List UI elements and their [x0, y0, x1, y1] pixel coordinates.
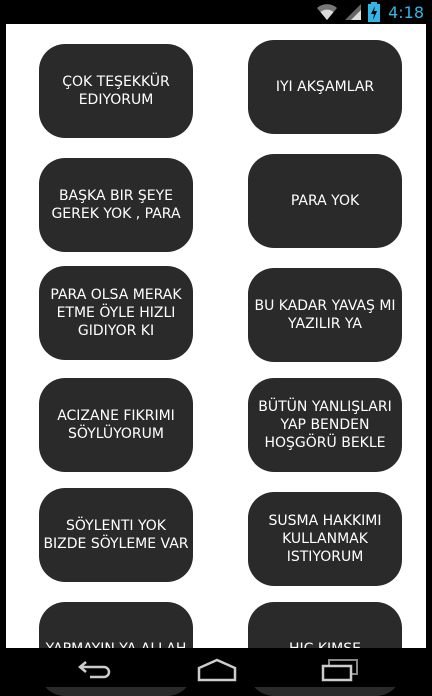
signal-icon — [344, 3, 362, 21]
phrase-button-6[interactable]: BU KADAR YAVAŞ MI YAZILIR YA — [248, 268, 402, 362]
button-grid — [6, 24, 426, 648]
clock: 4:18 — [388, 2, 424, 22]
status-bar — [0, 0, 432, 24]
navigation-bar — [0, 648, 432, 687]
recent-apps-icon[interactable] — [320, 658, 360, 682]
battery-charging-icon — [368, 2, 380, 22]
phrase-button-10[interactable]: SUSMA HAKKIMI KULLANMAK ISTIYORUM — [248, 492, 402, 586]
phrase-button-8[interactable]: BÜTÜN YANLIŞLARI YAP BENDEN HOŞGÖRÜ BEKLE — [248, 378, 402, 472]
back-icon[interactable] — [76, 658, 114, 680]
wifi-icon — [316, 3, 338, 21]
phrase-button-2[interactable]: IYI AKŞAMLAR — [248, 40, 402, 134]
phrase-button-3[interactable]: BAŞKA BIR ŞEYE GEREK YOK , PARA — [39, 158, 193, 252]
phrase-button-4[interactable]: PARA YOK — [248, 154, 402, 248]
phrase-button-1[interactable]: ÇOK TEŞEKKÜR EDIYORUM — [39, 44, 193, 138]
home-icon[interactable] — [196, 658, 238, 682]
phrase-button-7[interactable]: ACIZANE FIKRIMI SÖYLÜYORUM — [39, 378, 193, 472]
phrase-button-9[interactable]: SÖYLENTI YOK BIZDE SÖYLEME VAR — [39, 488, 193, 582]
phrase-button-5[interactable]: PARA OLSA MERAK ETME ÖYLE HIZLI GIDIYOR KI — [39, 266, 193, 360]
